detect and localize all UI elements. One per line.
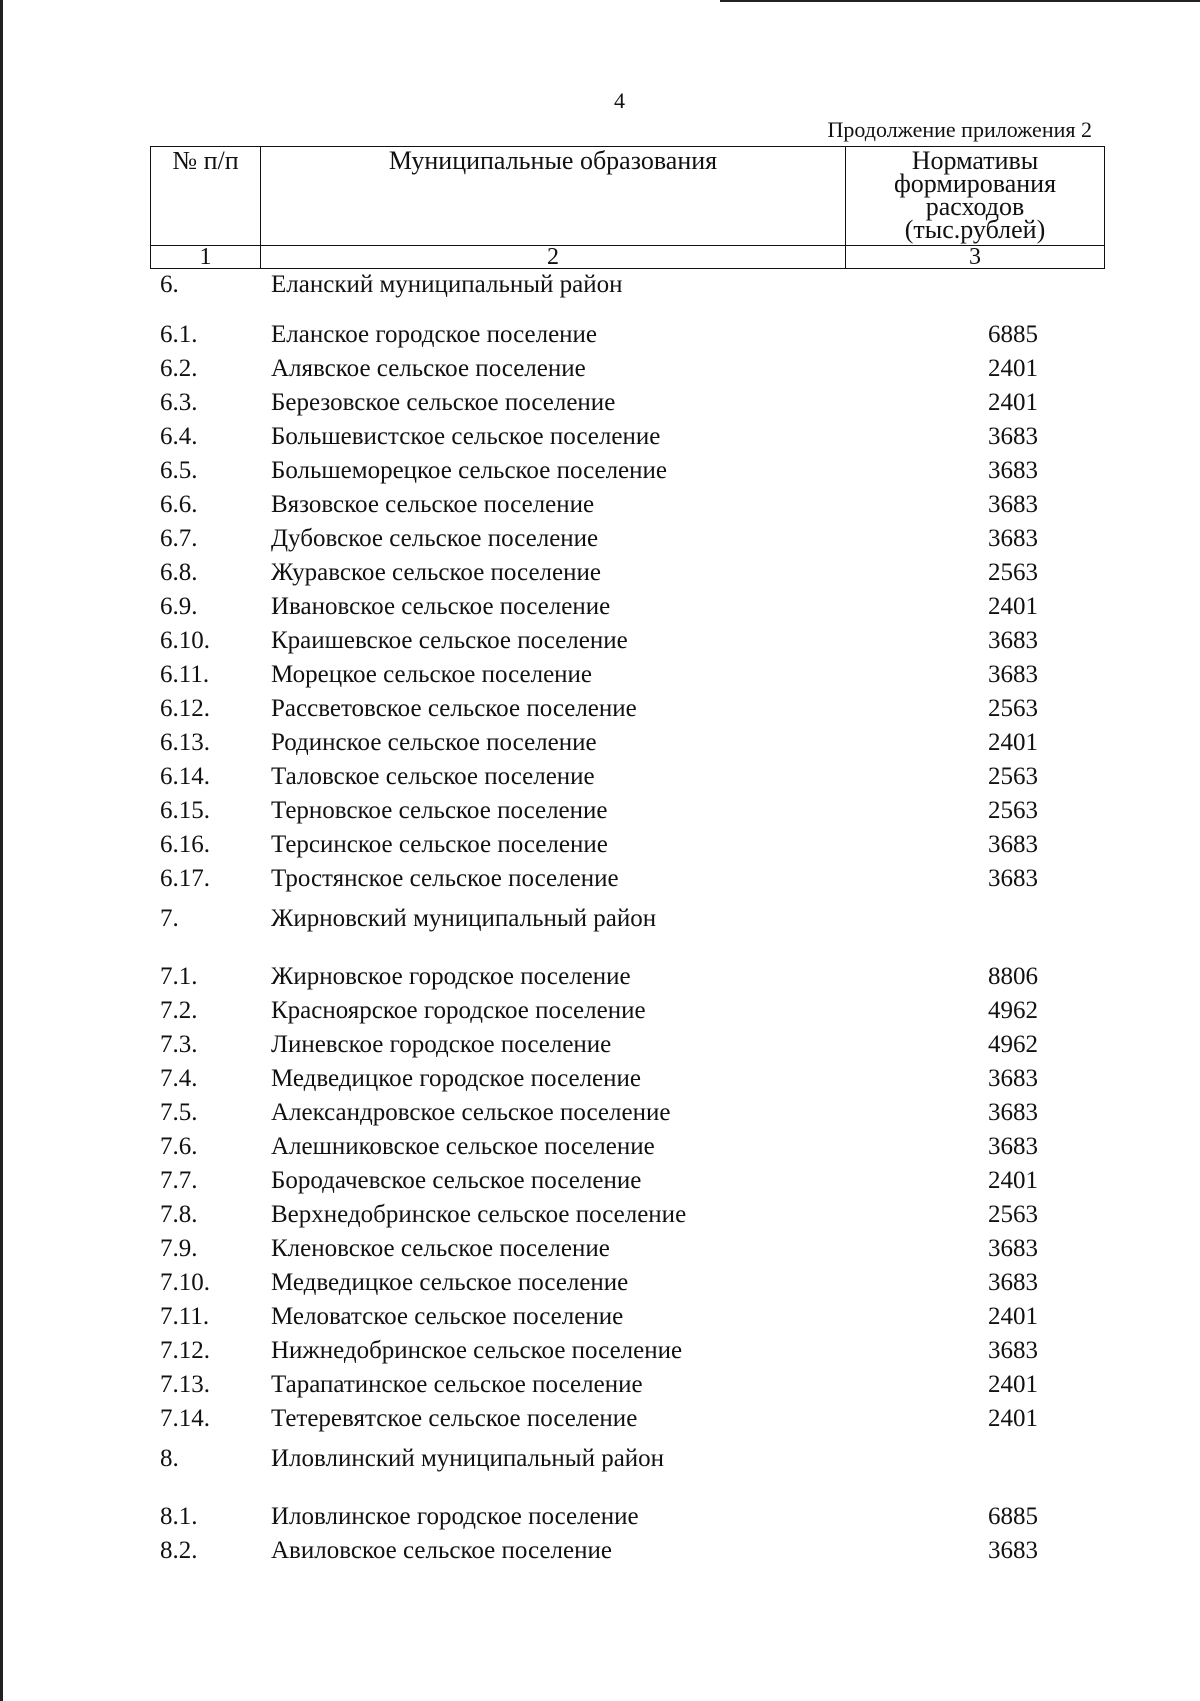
table-row [0,1500,1200,1534]
settlement-name: Морецкое сельское поселение [271,661,593,688]
settlement-name: Большеморецкое сельское поселение [271,457,667,484]
settlement-name: Терновское сельское поселение [271,797,608,824]
norm-value: 2401 [988,593,1038,620]
row-number: 6.1. [160,321,198,348]
table-row [0,420,1200,454]
norm-value: 3683 [988,831,1038,858]
district-number: 8. [160,1445,179,1472]
norm-value: 3683 [988,491,1038,518]
header-number [151,147,261,246]
settlement-name: Алявское сельское поселение [271,355,586,382]
header-municipality-label: Муниципальные образования [388,146,718,175]
row-number: 7.3. [160,1031,198,1058]
column-index-1: 1 [151,246,261,269]
norm-value: 2401 [988,389,1038,416]
row-number: 6.6. [160,491,198,518]
row-number: 8.2. [160,1537,198,1564]
norm-value: 2563 [988,763,1038,790]
norm-value: 3683 [988,661,1038,688]
row-number: 7.4. [160,1065,198,1092]
norm-value: 3683 [988,525,1038,552]
settlement-name: Медведицкое сельское поселение [271,1269,629,1296]
header-norm-line: (тыс.рублей) [904,215,1046,244]
norm-value: 3683 [988,627,1038,654]
table-row [0,1164,1200,1198]
norm-value: 3683 [988,1337,1038,1364]
row-number: 6.9. [160,593,198,620]
district-row [0,268,1200,318]
table-row [0,1334,1200,1368]
row-number: 6.3. [160,389,198,416]
norm-value: 6885 [988,321,1038,348]
norm-value: 2563 [988,695,1038,722]
row-number: 6.14. [160,763,210,790]
district-number: 6. [160,271,179,298]
settlement-name: Верхнедобринское сельское поселение [271,1201,687,1228]
settlement-name: Бородачевское сельское поселение [271,1167,642,1194]
settlement-name: Линевское городское поселение [271,1031,612,1058]
norm-value: 2563 [988,559,1038,586]
header-norm [846,147,1105,246]
settlement-name: Журавское сельское поселение [271,559,601,586]
norm-value: 2401 [988,1303,1038,1330]
settlement-name: Еланское городское поселение [271,321,598,348]
header-norm-line: Нормативы [911,146,1039,175]
table-row [0,726,1200,760]
table-row [0,1232,1200,1266]
norm-value: 3683 [988,1065,1038,1092]
settlement-name: Иловлинское городское поселение [271,1503,639,1530]
row-number: 6.8. [160,559,198,586]
norm-value: 2401 [988,1167,1038,1194]
column-index-2: 2 [261,246,846,269]
norm-value: 3683 [988,1269,1038,1296]
header-norm-line: формирования [893,169,1057,198]
table-row [0,318,1200,352]
table-row [0,590,1200,624]
settlement-name: Красноярское городское поселение [271,997,646,1024]
table-row [0,692,1200,726]
norm-value: 3683 [988,1235,1038,1262]
table-row [0,794,1200,828]
table-row [0,1198,1200,1232]
table-row [0,1300,1200,1334]
norm-value: 2401 [988,1371,1038,1398]
row-number: 7.12. [160,1337,210,1364]
row-number: 6.4. [160,423,198,450]
table-row [0,454,1200,488]
row-number: 7.7. [160,1167,198,1194]
settlement-name: Кленовское сельское поселение [271,1235,610,1262]
table-row [0,1028,1200,1062]
table-row [0,828,1200,862]
table-row [0,760,1200,794]
settlement-name: Нижнедобринское сельское поселение [271,1337,683,1364]
column-index-3: 3 [846,246,1105,269]
settlement-name: Алешниковское сельское поселение [271,1133,655,1160]
settlement-name: Березовское сельское поселение [271,389,616,416]
table-body [0,268,1200,1568]
row-number: 7.6. [160,1133,198,1160]
table-row [0,1266,1200,1300]
norm-value: 2401 [988,1405,1038,1432]
table-row [0,1130,1200,1164]
district-name: Иловлинский муниципальный район [271,1445,665,1472]
settlement-name: Жирновское городское поселение [271,963,631,990]
table-row [0,1096,1200,1130]
settlement-name: Александровское сельское поселение [271,1099,671,1126]
table-row [0,1368,1200,1402]
norm-value: 2563 [988,1201,1038,1228]
settlement-name: Дубовское сельское поселение [271,525,599,552]
settlement-name: Меловатское сельское поселение [271,1303,624,1330]
header-norm-line: расходов [925,192,1025,221]
district-name: Еланский муниципальный район [271,271,623,298]
continuation-label: Продолжение приложения 2 [827,117,1092,142]
settlement-name: Авиловское сельское поселение [271,1537,612,1564]
norm-value: 6885 [988,1503,1038,1530]
norm-value: 3683 [988,1099,1038,1126]
norm-value: 4962 [988,1031,1038,1058]
row-number: 6.7. [160,525,198,552]
norm-value: 2401 [988,355,1038,382]
settlement-name: Краишевское сельское поселение [271,627,628,654]
row-number: 6.10. [160,627,210,654]
row-number: 6.17. [160,865,210,892]
row-number: 6.13. [160,729,210,756]
settlement-name: Таловское сельское поселение [271,763,595,790]
row-number: 8.1. [160,1503,198,1530]
settlement-name: Большевистское сельское поселение [271,423,661,450]
norm-value: 4962 [988,997,1038,1024]
row-number: 7.10. [160,1269,210,1296]
row-number: 6.16. [160,831,210,858]
header-number-label: № п/п [172,146,239,175]
row-number: 6.11. [160,661,210,688]
norm-value: 3683 [988,457,1038,484]
settlement-name: Тетеревятское сельское поселение [271,1405,638,1432]
norm-value: 3683 [988,865,1038,892]
settlement-name: Вязовское сельское поселение [271,491,595,518]
norm-value: 3683 [988,1133,1038,1160]
district-row [0,896,1200,960]
table-row [0,352,1200,386]
settlement-name: Тростянское сельское поселение [271,865,619,892]
row-number: 7.5. [160,1099,198,1126]
table-row [0,1062,1200,1096]
row-number: 7.9. [160,1235,198,1262]
table-row [0,1534,1200,1568]
settlement-name: Родинское сельское поселение [271,729,597,756]
norm-value: 8806 [988,963,1038,990]
district-row [0,1436,1200,1500]
table-row [0,624,1200,658]
row-number: 6.2. [160,355,198,382]
settlement-name: Терсинское сельское поселение [271,831,608,858]
header-municipality [261,147,846,246]
norm-value: 3683 [988,1537,1038,1564]
table-row [0,488,1200,522]
row-number: 6.15. [160,797,210,824]
table-header [150,146,1105,269]
row-number: 6.5. [160,457,198,484]
norm-value: 2563 [988,797,1038,824]
row-number: 7.8. [160,1201,198,1228]
row-number: 7.2. [160,997,198,1024]
table-row [0,994,1200,1028]
settlement-name: Рассветовское сельское поселение [271,695,637,722]
district-number: 7. [160,905,179,932]
norm-value: 3683 [988,423,1038,450]
settlement-name: Ивановское сельское поселение [271,593,611,620]
row-number: 7.1. [160,963,198,990]
row-number: 7.11. [160,1303,210,1330]
row-number: 7.14. [160,1405,210,1432]
table-row [0,658,1200,692]
row-number: 7.13. [160,1371,210,1398]
page-number: 4 [614,88,625,113]
table-row [0,556,1200,590]
scan-edge-top [720,0,1200,2]
district-name: Жирновский муниципальный район [271,905,657,932]
row-number: 6.12. [160,695,210,722]
table-row [0,522,1200,556]
settlement-name: Медведицкое городское поселение [271,1065,641,1092]
table-row [0,386,1200,420]
settlement-name: Тарапатинское сельское поселение [271,1371,643,1398]
norm-value: 2401 [988,729,1038,756]
table-row [0,960,1200,994]
